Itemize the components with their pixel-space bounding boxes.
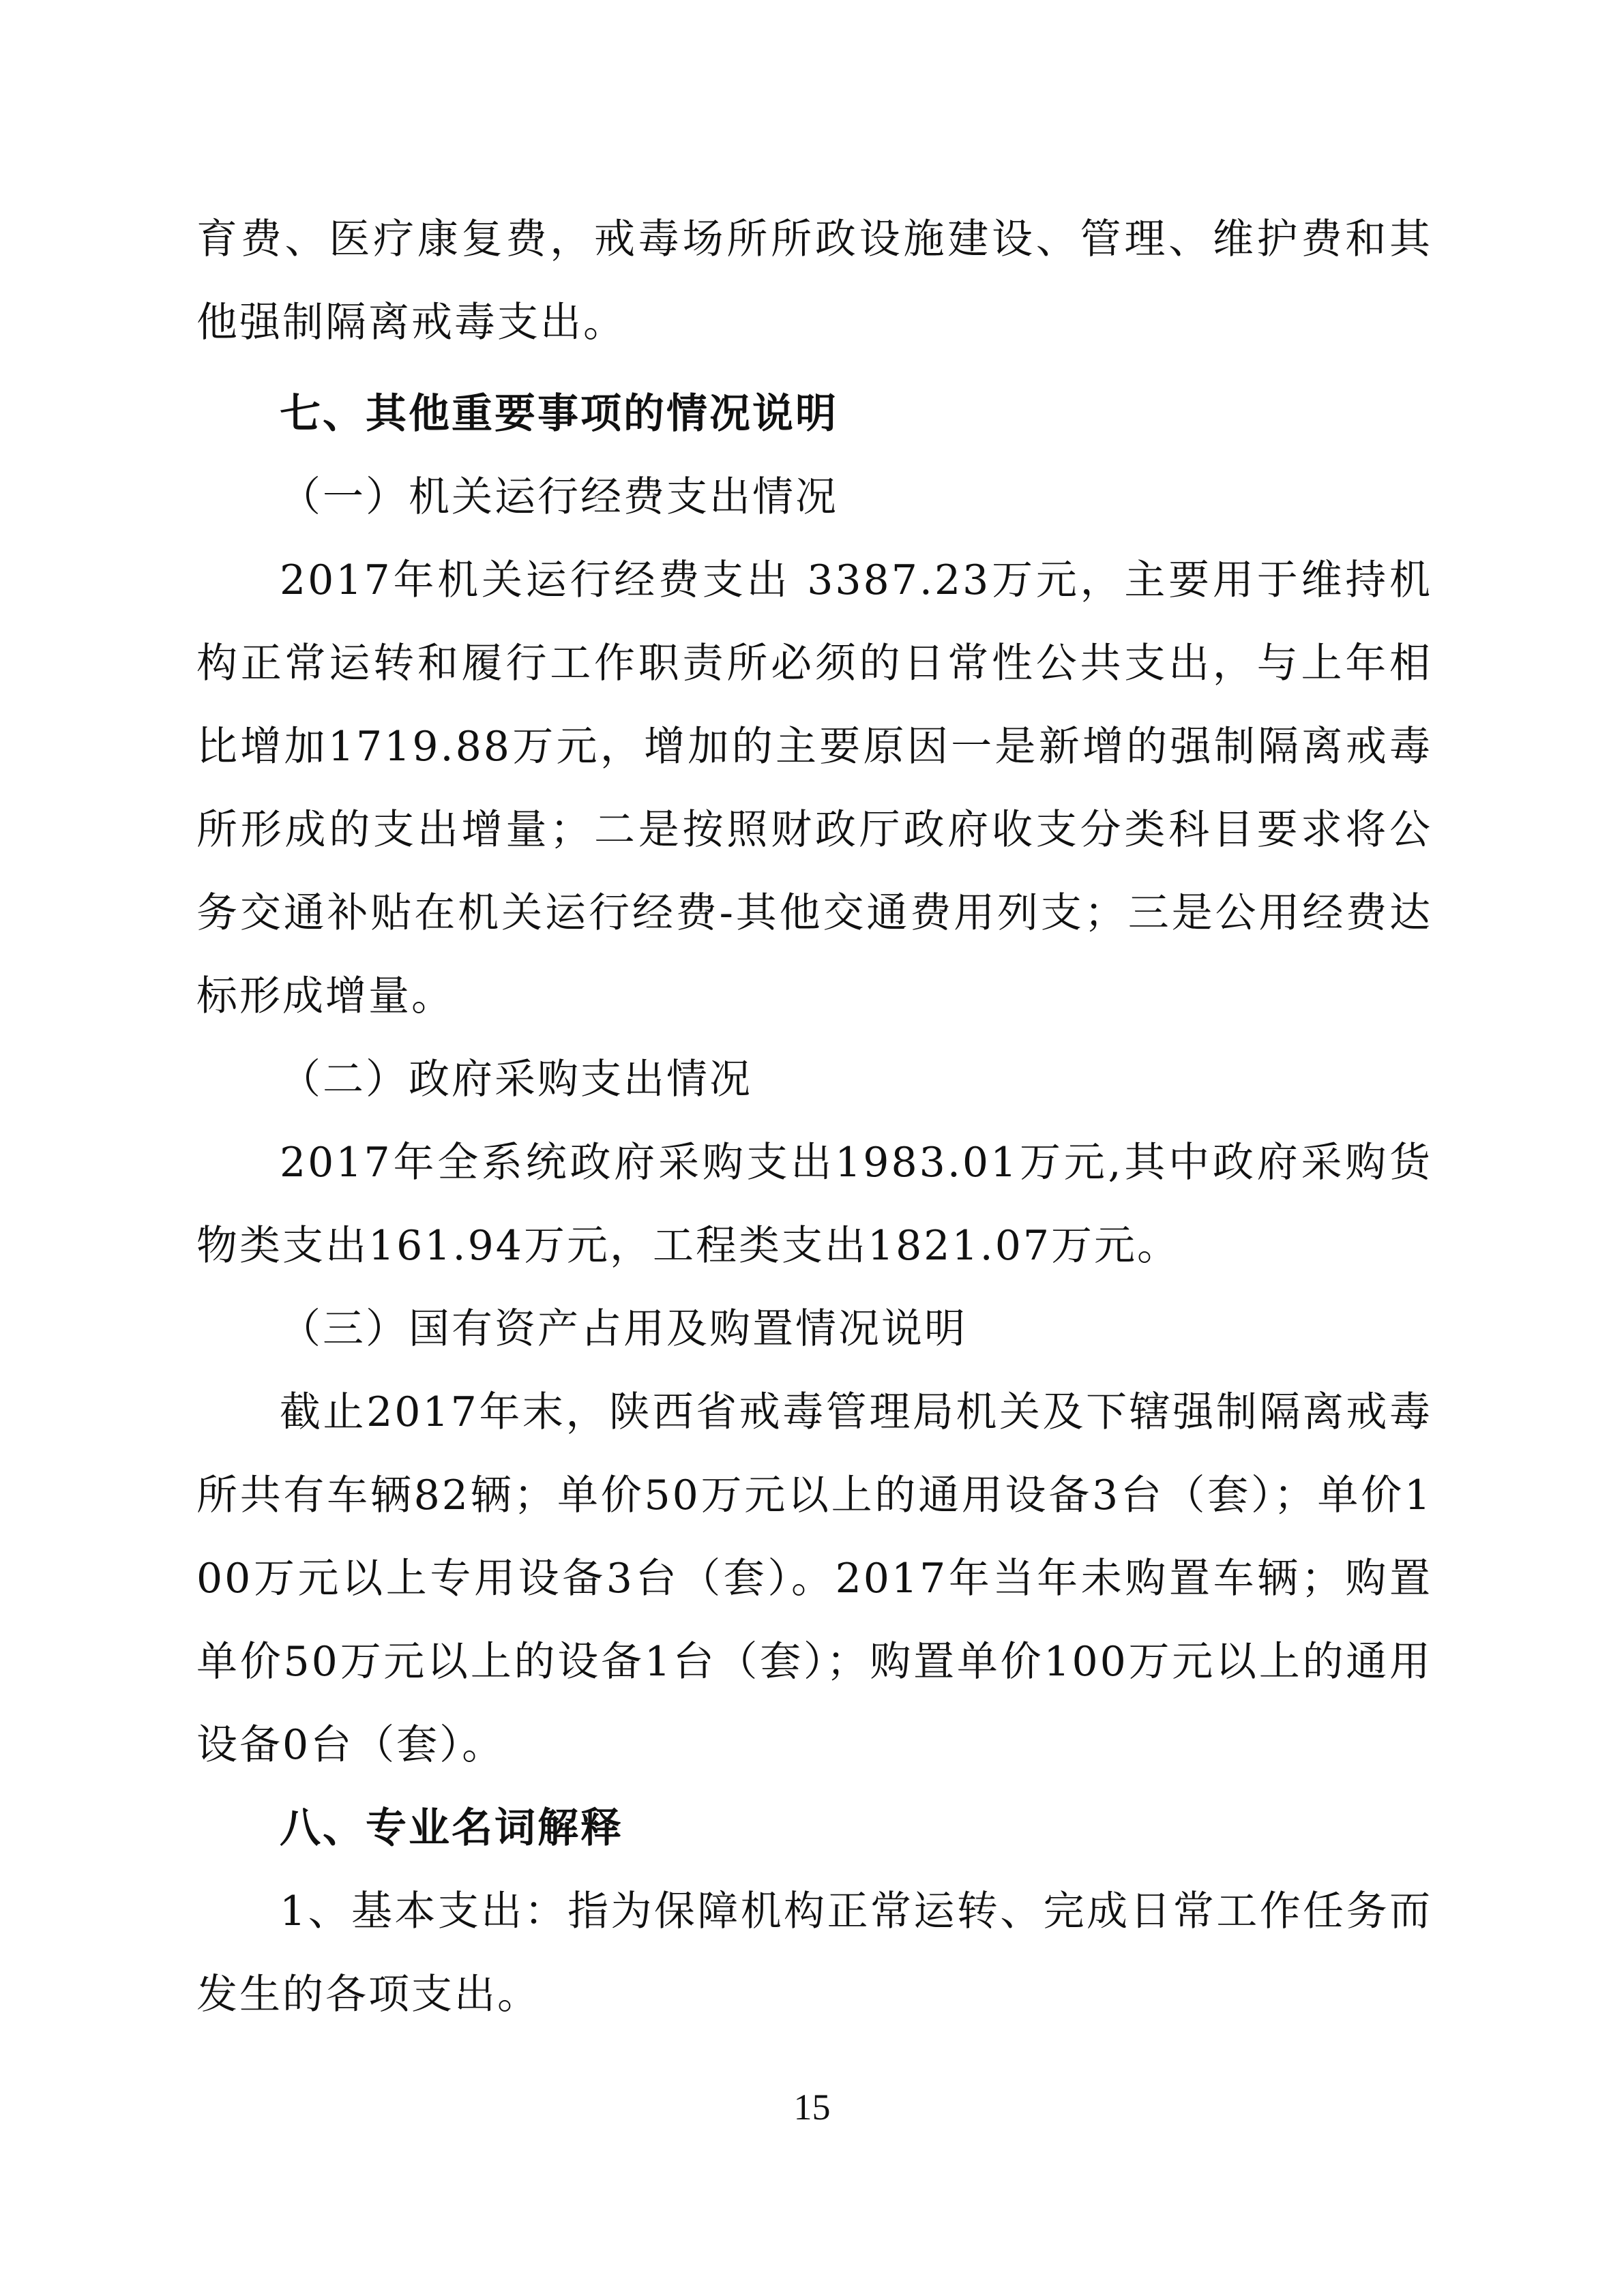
page-number: 15: [793, 2087, 831, 2128]
subheading-state-assets: （三）国有资产占用及购置情况说明: [280, 1305, 967, 1353]
section-heading-seven: 七、其他重要事项的情况说明: [280, 390, 838, 438]
paragraph-operating-expenses: 2017年机关运行经费支出 3387.23万元，主要用于维持机构正常运转和履行工作职责所必须的日常性公共支出，与上年相比增加1719.88万元，增加的主要原因一是新增的强制隔离戒毒所形成的支出增量；二是按照财政厅政府收支分类科目要求将公务交通补贴在机关运行经费-其他交通费用列支；三是公用经费达标形成增量。: [196, 556, 1432, 1020]
subheading-procurement: （二）政府采购支出情况: [280, 1056, 752, 1103]
subheading-operating-expenses: （一）机关运行经费支出情况: [280, 473, 838, 521]
section-heading-eight: 八、专业名词解释: [280, 1804, 623, 1852]
paragraph-procurement: 2017年全系统政府采购支出1983.01万元,其中政府采购货物类支出161.94万元，工程类支出1821.07万元。: [196, 1139, 1432, 1270]
paragraph-basic-expenditure: 1、基本支出：指为保障机构正常运转、完成日常工作任务而发生的各项支出。: [196, 1888, 1432, 2018]
paragraph-continued-text: 育费、医疗康复费，戒毒场所所政设施建设、管理、维护费和其他强制隔离戒毒支出。: [196, 215, 1432, 346]
spacer: [196, 364, 1432, 372]
paragraph-state-assets: 截止2017年末，陕西省戒毒管理局机关及下辖强制隔离戒毒所共有车辆82辆；单价50万元以上的通用设备3台（套）；单价100万元以上专用设备3台（套）。2017年当年未购置车辆；购置单价50万元以上的设备1台（套）；购置单价100万元以上的通用设备0台（套）。: [196, 1388, 1432, 1769]
document-body: [196, 198, 1432, 2036]
